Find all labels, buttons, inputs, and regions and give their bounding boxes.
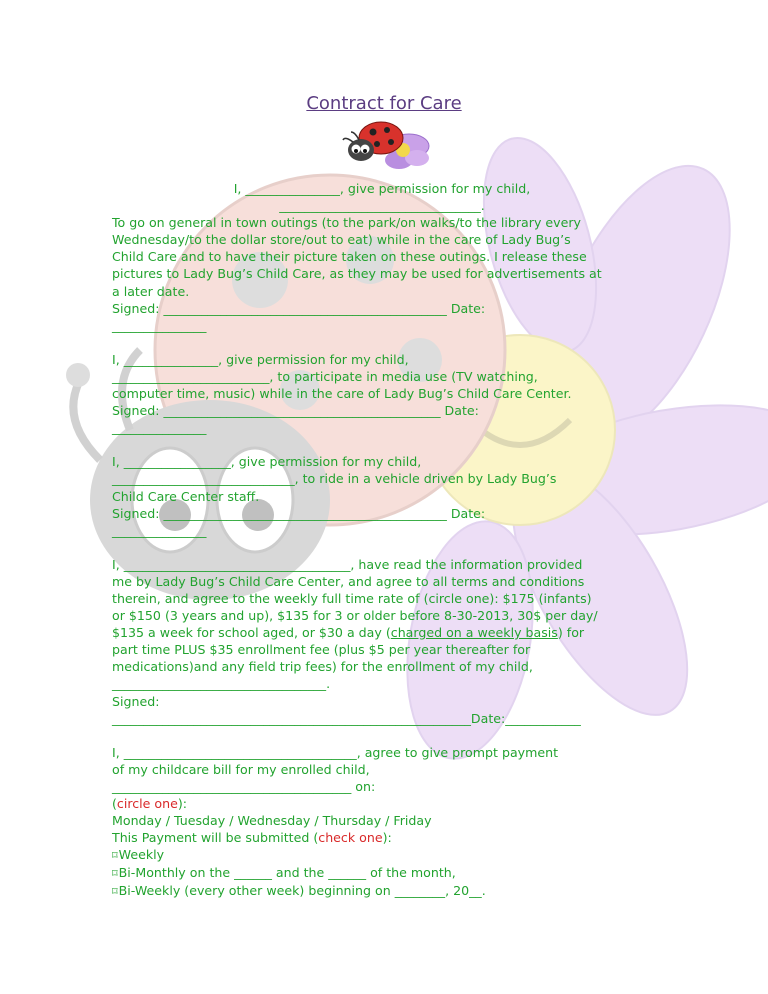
agreement-line-8: __________________________________. (112, 676, 331, 692)
payment-days: Monday / Tuesday / Wednesday / Thursday / Friday (112, 813, 432, 829)
ladybug-logo (337, 116, 433, 174)
option-bi-monthly-label: Bi-Monthly on the ______ and the ______ of the month, (118, 865, 456, 881)
checkbox-icon: ⌑ (112, 849, 118, 863)
agreement-line-2: me by Lady Bug’s Child Care Center, and agree to all terms and conditions (112, 573, 585, 589)
option-bi-weekly-label: Bi-Weekly (every other week) beginning on ________, 20__. (118, 883, 486, 899)
check-one-label: check one (318, 830, 383, 846)
checkbox-icon: ⌑ (112, 867, 118, 881)
page-title: Contract for Care (306, 93, 462, 114)
circle-one-label: circle one (116, 796, 178, 811)
photo-release-signature: Signed: _____________________________________________ Date: (112, 300, 486, 316)
circle-close-paren: ): (177, 796, 188, 811)
vehicle-date-blank: _______________ (112, 522, 207, 538)
circle-open-paren: ( (112, 796, 117, 811)
photo-release-line-2: ________________________________. (279, 198, 485, 214)
option-weekly-label: Weekly (118, 847, 165, 863)
media-use-signature: Signed: ____________________________________________ Date: (112, 403, 479, 419)
weekly-basis-note: charged on a weekly basis (390, 625, 558, 641)
option-weekly (112, 846, 652, 864)
agreement-signature-line: _________________________________________________________Date:____________ (112, 710, 581, 726)
contract-body (112, 180, 652, 901)
media-use-date-blank: _______________ (112, 420, 207, 436)
checkbox-icon: ⌑ (112, 885, 118, 899)
payment-line-3: ______________________________________ on: (112, 778, 376, 794)
payment-line-2: of my childcare bill for my enrolled child, (112, 761, 370, 777)
agreement-line-5-start: $135 a week for school aged, or $30 a day ( (112, 625, 391, 641)
photo-release-line-7: a later date. (112, 283, 190, 299)
circle-one-instruction (112, 795, 652, 812)
submit-prefix: This Payment will be submitted ( (112, 830, 319, 846)
vehicle-line-3: Child Care Center staff. (112, 488, 260, 504)
agreement-line-5-end: ) for (557, 625, 585, 641)
agreement-line-4: or $150 (3 years and up), $135 for 3 or older before 8-30-2013, 30$ per day/ (112, 608, 598, 624)
submit-instruction (112, 829, 652, 846)
submit-suffix: ): (382, 830, 392, 846)
vehicle-signature: Signed: _____________________________________________ Date: (112, 505, 486, 521)
agreement-line-7: medications)and any field trip fees) for the enrollment of my child, (112, 659, 533, 675)
agreement-line-3: therein, and agree to the weekly full time rate of (circle one): $175 (infants) (112, 590, 592, 606)
photo-release-line-4: Wednesday/to the dollar store/out to eat) while in the care of Lady Bug’s (112, 232, 571, 248)
agreement-line-6: part time PLUS $35 enrollment fee (plus $5 per year thereafter for (112, 642, 531, 658)
photo-release-line-5: Child Care and to have their picture taken on these outings. I release these (112, 249, 587, 265)
vehicle-line-1: I, _________________, give permission for my child, (112, 454, 422, 470)
photo-release-line-6: pictures to Lady Bug’s Child Care, as they may be used for advertisements at (112, 266, 602, 282)
media-use-line-1: I, _______________, give permission for my child, (112, 351, 409, 367)
agreement-signed-label: Signed: (112, 693, 160, 709)
photo-release-line-1: I, _______________, give permission for my child, (233, 181, 531, 196)
payment-line-1: I, _____________________________________, agree to give prompt payment (112, 744, 559, 760)
option-bi-weekly (112, 882, 652, 900)
agreement-line-1: I, ____________________________________, have read the information provided (112, 556, 583, 572)
media-use-line-2: _________________________, to participate in media use (TV watching, (112, 368, 538, 384)
photo-release-line-3: To go on general in town outings (to the park/on walks/to the library every (112, 215, 581, 231)
option-bi-monthly (112, 864, 652, 882)
media-use-line-3: computer time, music) while in the care of Lady Bug’s Child Care Center. (112, 386, 572, 402)
agreement-line-5 (112, 624, 652, 641)
photo-release-date-blank: _______________ (112, 317, 207, 333)
vehicle-line-2: _____________________________, to ride in a vehicle driven by Lady Bug’s (112, 471, 557, 487)
